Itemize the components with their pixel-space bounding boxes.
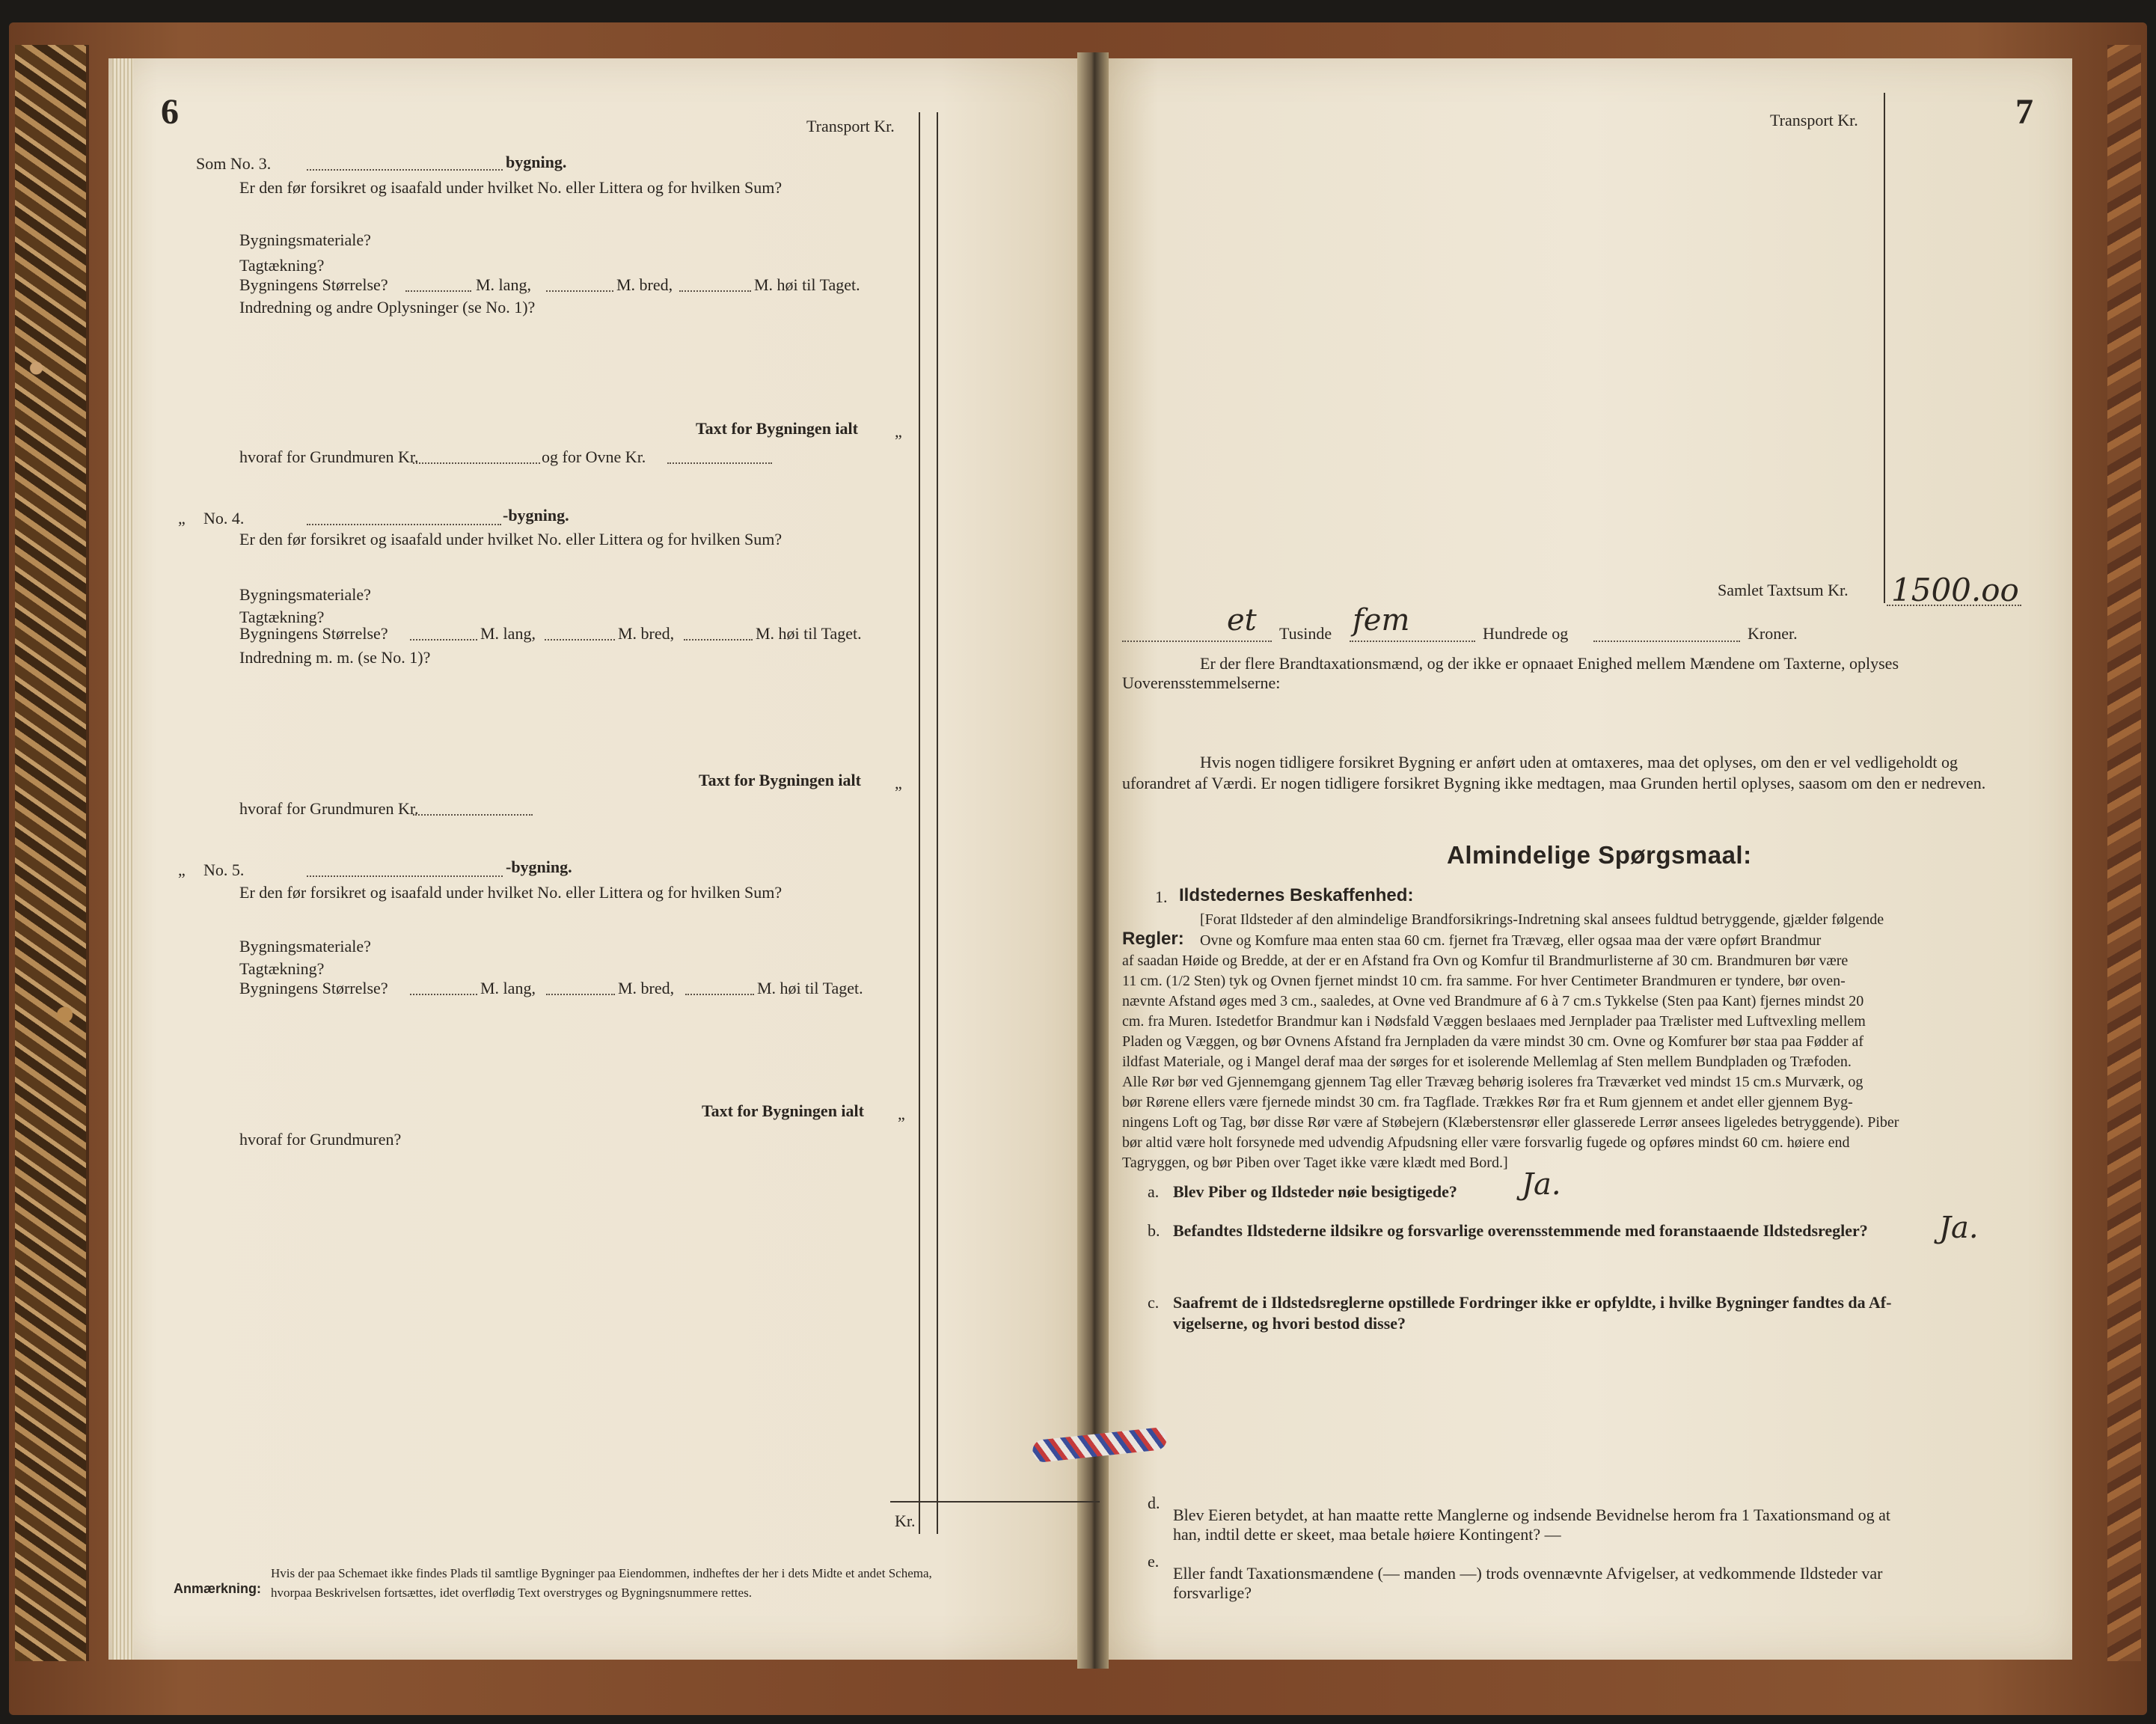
multi-appraisers-2: Uoverensstemmelserne:: [1122, 673, 1281, 692]
block5-material: Bygningsmateriale?: [239, 937, 371, 956]
rules-lead: Regler:: [1122, 929, 1184, 949]
rules-line-7: ildfast Materiale, og i Mangel deraf maa der sørges for et isolerende Mellemlag af Sten mellem Bundpladen og Træfoden.: [1122, 1054, 1852, 1070]
words-kroner: Kroner.: [1748, 624, 1798, 643]
block5-size-line-3: [685, 994, 754, 995]
words-line-3: [1593, 641, 1740, 642]
right-transport-label: Transport Kr.: [1770, 111, 1858, 129]
block3-material: Bygningsmateriale?: [239, 230, 371, 249]
section1-number: 1.: [1155, 887, 1168, 906]
block5-building-word: -bygning.: [506, 858, 572, 876]
block4-interior: Indredning m. m. (se No. 1)?: [239, 648, 431, 667]
question-d-text-2: han, indtil dette er skeet, maa betale høiere Kontingent? —: [1173, 1525, 1561, 1544]
right-amount-column-rule: [1884, 93, 1885, 603]
block4-size-label: Bygningens Størrelse?: [239, 624, 388, 643]
question-e-text-1: Eller fandt Taxationsmændene (— manden —) trods ovennævnte Afvigelser, at vedkommende Ildsteder var: [1173, 1564, 1883, 1583]
block4-long: M. lang,: [480, 624, 536, 643]
book-gutter: [1077, 52, 1109, 1669]
note-line-2: hvorpaa Beskrivelsen fortsættes, idet overflødig Text overstryges og Bygningsnummere rettes.: [271, 1586, 752, 1600]
block3-name-line: [307, 169, 503, 171]
words-line-1: [1122, 641, 1272, 642]
block3-size-line-2: [546, 290, 613, 292]
words-hundrede: Hundrede og: [1483, 624, 1569, 643]
page-edge-stack: [112, 58, 133, 1660]
rules-line-5: cm. fra Muren. Istedetfor Brandmur kan i Nødsfald Væggen beslaaes med Jernplader paa Trælister med Luftvexling mellem: [1122, 1013, 1866, 1030]
left-amount-column-rule: [919, 112, 920, 1534]
block3-size-label: Bygningens Størrelse?: [239, 275, 388, 294]
block4-insured-question: Er den før forsikret og isaafald under hvilket No. eller Littera og for hvilken Sum?: [239, 530, 783, 548]
rules-line-11: bør altid være holt forsynede med udvendig Afpudsning eller være forsvarlig fugede og opføres mindst 60 cm. høiere end: [1122, 1134, 1850, 1151]
block3-wide: M. bred,: [616, 275, 673, 294]
block4-foundation: hvoraf for Grundmuren Kr.: [239, 799, 419, 818]
block3-size-line-1: [405, 290, 471, 292]
words-hand-2: fem: [1353, 603, 1410, 638]
block4-size-line-1: [410, 639, 477, 641]
block4-ditto: „: [895, 774, 902, 792]
block4-high: M. høi til Taget.: [756, 624, 862, 643]
block3-ovens-line: [667, 462, 772, 464]
question-c-text-2: vigelserne, og hvori bestod disse?: [1173, 1314, 1406, 1333]
rules-line-2: af saadan Høide og Bredde, at der er en Afstand fra Ovn og Komfur til Brandmurlisterne af 30 cm. Brandmuren bør være: [1122, 953, 1849, 969]
rules-line-8: Alle Rør bør ved Gjennemgang gjennem Tag eller Trævæg behørig isoleres fra Træværket ved mindst 15 cm.s Murværk, og: [1122, 1074, 1863, 1090]
block5-long: M. lang,: [480, 979, 536, 997]
total-label: Samlet Taxtsum Kr.: [1718, 581, 1849, 599]
block5-roofing: Tagtækning?: [239, 959, 325, 978]
rules-line-0: [Forat Ildsteder af den almindelige Brandforsikrings-Indretning skal ansees fuldtud betryggende, gjælder følgende: [1200, 911, 1884, 928]
previously-2: uforandret af Værdi. Er nogen tidligere forsikret Bygning ikke medtagen, maa Grunden hertil oplyses, saasom om den er nedreven.: [1122, 774, 1986, 792]
note-label: Anmærkning:: [174, 1581, 261, 1596]
block5-wide: M. bred,: [618, 979, 675, 997]
block5-foundation: hvoraf for Grundmuren?: [239, 1130, 402, 1149]
words-line-2: [1350, 641, 1475, 642]
block5-high: M. høi til Taget.: [757, 979, 863, 997]
marbled-edge-right: [2107, 45, 2141, 1661]
question-b-letter: b.: [1148, 1221, 1160, 1240]
rules-line-12: Tagryggen, og bør Piben over Taget ikke være klædt med Bord.]: [1122, 1155, 1508, 1171]
block5-prefix: No. 5.: [203, 861, 245, 879]
total-handwritten: 1500.oo: [1891, 572, 2019, 608]
block5-name-line: [307, 875, 503, 877]
block4-roofing: Tagtækning?: [239, 608, 325, 626]
rules-line-9: bør Rørene ellers være fjernede mindst 30 cm. fra Tagflade. Trækkes Rør fra et Rum gjennem et andet eller gjennem Byg-: [1122, 1094, 1853, 1110]
rules-line-1: Ovne og Komfure maa enten staa 60 cm. fjernet fra Trævæg, eller ogsaa maa der være opført Brandmur: [1200, 932, 1822, 949]
right-page-number: 7: [2015, 92, 2033, 132]
question-b-text: Befandtes Ildstederne ildsikre og forsvarlige overensstemmende med foranstaaende Ildstedsregler?: [1173, 1221, 1868, 1240]
block3-tax-label: Taxt for Bygningen ialt: [696, 419, 858, 438]
block5-ditto-mark: „: [178, 861, 186, 879]
block4-building-word: -bygning.: [503, 506, 569, 525]
note-line-1: Hvis der paa Schemaet ikke findes Plads til samtlige Bygninger paa Eiendommen, indheftes der her i dets Midte et andet Schema,: [271, 1566, 932, 1580]
block4-material: Bygningsmateriale?: [239, 585, 371, 604]
question-a-letter: a.: [1148, 1182, 1160, 1201]
left-total-rule: [890, 1501, 1100, 1503]
multi-appraisers-1: Er der flere Brandtaxationsmænd, og der ikke er opnaaet Enighed mellem Mændene om Taxterne, oplyses: [1200, 654, 1899, 673]
block3-long: M. lang,: [476, 275, 531, 294]
left-page-number: 6: [161, 92, 179, 132]
block3-foundation-line: [413, 462, 540, 464]
block3-building-word: bygning.: [506, 153, 567, 171]
previously-1: Hvis nogen tidligere forsikret Bygning er anført uden at omtaxeres, maa det oplyses, om den er vel vedligeholdt og: [1200, 753, 1958, 771]
block4-size-line-2: [545, 639, 615, 641]
block4-wide: M. bred,: [618, 624, 675, 643]
block5-insured-question: Er den før forsikret og isaafald under hvilket No. eller Littera og for hvilken Sum?: [239, 883, 783, 902]
words-tusinde: Tusinde: [1279, 624, 1332, 643]
block5-size-line-1: [410, 994, 477, 995]
rules-line-10: ningens Loft og Tag, bør disse Rør være af Støbejern (Klæberstensrør eller glasserede Lerrør ansees ligeledes betryggende). Piber: [1122, 1114, 1899, 1131]
block4-size-line-3: [684, 639, 753, 641]
total-line: [1887, 605, 2021, 606]
words-hand-1: et: [1227, 603, 1257, 638]
block5-size-line-2: [546, 994, 615, 995]
left-kr-label: Kr.: [895, 1511, 916, 1530]
block3-insured-question: Er den før forsikret og isaafald under hvilket No. eller Littera og for hvilken Sum?: [239, 178, 783, 197]
question-b-answer: Ja.: [1939, 1211, 1979, 1245]
block3-foundation: hvoraf for Grundmuren Kr.: [239, 447, 419, 466]
section1-title: Ildstedernes Beskaffenhed:: [1179, 885, 1414, 905]
block4-prefix: No. 4.: [203, 509, 245, 528]
block5-tax-label: Taxt for Bygningen ialt: [702, 1101, 864, 1120]
rules-line-6: Pladen og Væggen, og bør Ovnens Afstand fra Jernpladen da være mindst 30 cm. Ovne og Komfurer bør staa paa Fødder af: [1122, 1033, 1864, 1050]
block3-prefix: Som No. 3.: [196, 154, 272, 173]
block4-ditto-mark: „: [178, 509, 186, 528]
marbled-edge-left: [15, 45, 89, 1661]
left-transport-label: Transport Kr.: [806, 117, 895, 135]
general-questions-heading: Almindelige Spørgsmaal:: [1447, 841, 1752, 869]
block4-foundation-line: [413, 814, 533, 816]
block3-ditto: „: [895, 422, 902, 441]
question-d-text-1: Blev Eieren betydet, at han maatte rette Manglerne og indsende Bevidnelse herom fra 1 Taxationsmand og at: [1173, 1506, 1891, 1524]
left-amount-column-rule-2: [937, 112, 938, 1534]
question-e-text-2: forsvarlige?: [1173, 1583, 1252, 1602]
block3-size-line-3: [679, 290, 751, 292]
question-d-letter: d.: [1148, 1494, 1160, 1512]
rules-line-3: 11 cm. (1/2 Sten) tyk og Ovnen fjernet mindst 10 cm. fra samme. For hver Centimeter Brandmuren er tyndere, bør oven-: [1122, 973, 1846, 989]
question-a-answer: Ja.: [1522, 1167, 1561, 1202]
block4-tax-label: Taxt for Bygningen ialt: [699, 771, 861, 789]
question-c-letter: c.: [1148, 1293, 1160, 1312]
block5-ditto: „: [898, 1104, 905, 1123]
question-a-text: Blev Piber og Ildsteder nøie besigtigede?: [1173, 1182, 1457, 1201]
block3-interior: Indredning og andre Oplysninger (se No. 1)?: [239, 298, 536, 317]
block3-roofing: Tagtækning?: [239, 256, 325, 275]
block5-size-label: Bygningens Størrelse?: [239, 979, 388, 997]
question-c-text-1: Saafremt de i Ildstedsreglerne opstillede Fordringer ikke er opfyldte, i hvilke Bygninger fandtes da Af-: [1173, 1293, 1892, 1312]
block3-ovens: og for Ovne Kr.: [542, 447, 646, 466]
block4-name-line: [307, 524, 501, 525]
block3-high: M. høi til Taget.: [754, 275, 860, 294]
rules-line-4: nævnte Afstand øges med 3 cm., saaledes, at Ovne ved Brandmure af 6 à 7 cm.s Tykkelse (Sten paa Kant) fjernes mindst 20: [1122, 993, 1864, 1009]
question-e-letter: e.: [1148, 1552, 1160, 1571]
